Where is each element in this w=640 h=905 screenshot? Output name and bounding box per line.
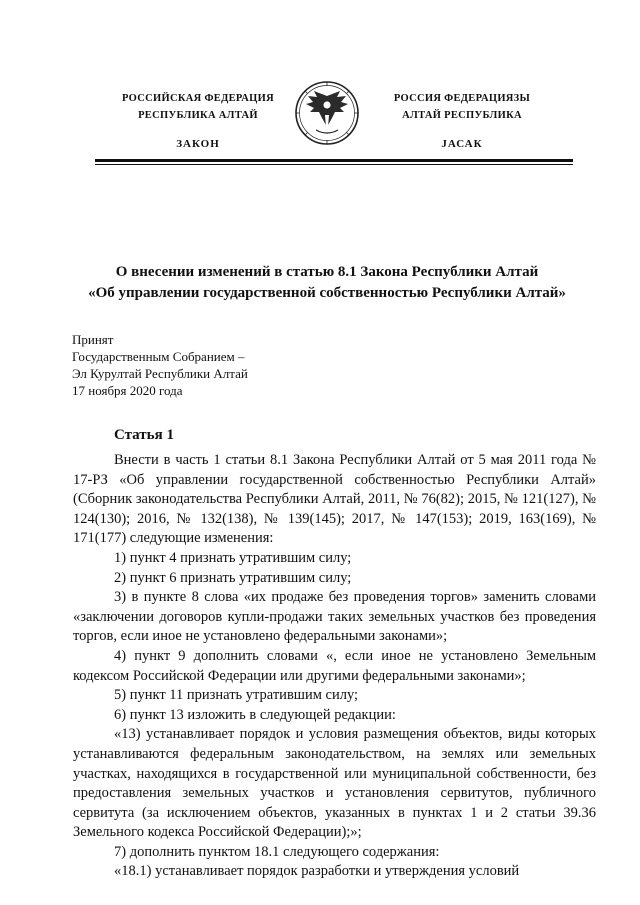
adoption-line: Эл Курултай Республики Алтай [72,366,248,381]
article-heading: Статья 1 [114,427,174,443]
paragraph: «18.1) устанавливает порядок разработки и утверждения условий [114,863,520,880]
adoption-date: 17 ноября 2020 года [72,383,183,398]
paragraph: Внести в часть 1 статьи 8.1 Закона Республики Алтай от 5 мая 2011 года № 17-РЗ «Об управлении государственной собственностью Республики Алтай» (Сборник законодательства Республики Алтай, 2011, № 76(82); 2015, № 121(127), № 124(130); 2016, № 132(138), № 139(145); 2017, № 147(153); 2019, 163(169), № 171(177) следующие изменения: [73,452,596,547]
adoption-line: Принят [72,332,114,347]
header-rule-thin [95,164,573,165]
country-name-alt: РОССИЯ ФЕДЕРАЦИЯЗЫ [393,93,531,104]
adoption-line: Государственным Собранием – [72,349,245,364]
article-body [73,451,596,882]
header-rule-thick [95,159,573,162]
adoption-info [72,331,372,399]
country-name-ru: РОССИЙСКАЯ ФЕДЕРАЦИЯ [122,93,274,104]
law-title-line: О внесении изменений в статью 8.1 Закона Республики Алтай [115,264,539,280]
paragraph: 2) пункт 6 признать утратившим силу; [114,569,352,586]
paragraph: 3) в пункте 8 слова «их продаже без проведения торгов» заменить словами «заключении договоров купли-продажи таких земельных участков без проведения торгов, если иное не установлено федеральными законами»; [73,589,596,645]
law-title-line: «Об управлении государственной собственностью Республики Алтай» [88,285,566,301]
paragraph: 6) пункт 13 изложить в следующей редакции: [114,706,396,723]
header-right-block [372,90,552,153]
republic-name-alt: АЛТАЙ РЕСПУБЛИКА [402,110,522,121]
paragraph: «13) устанавливает порядок и условия размещения объектов, виды которых устанавливаются федеральным законодательством, на землях или земельных участках, находящихся в государственной или муниципальной собственности, без предоставления земельных участков и установления сервитутов, публичного сервитута (за исключением объектов, указанных в пунктах 1 и 2 статьи 39.36 Земельного кодекса Российской Федерации);»; [73,726,596,841]
paragraph: 7) дополнить пунктом 18.1 следующего содержания: [114,843,440,860]
paragraph: 5) пункт 11 признать утратившим силу; [114,687,359,704]
coat-of-arms-icon [294,80,360,146]
law-title [60,262,594,304]
header-left-block [108,90,288,153]
doc-type-ru: ЗАКОН [176,138,220,150]
paragraph: 4) пункт 9 дополнить словами «, если иное не установлено Земельным кодексом Российской Федерации или другими федеральными законами»; [73,647,596,684]
republic-name-ru: РЕСПУБЛИКА АЛТАЙ [138,110,258,121]
doc-type-alt: JАСАК [441,138,483,150]
paragraph: 1) пункт 4 признать утратившим силу; [114,549,352,566]
